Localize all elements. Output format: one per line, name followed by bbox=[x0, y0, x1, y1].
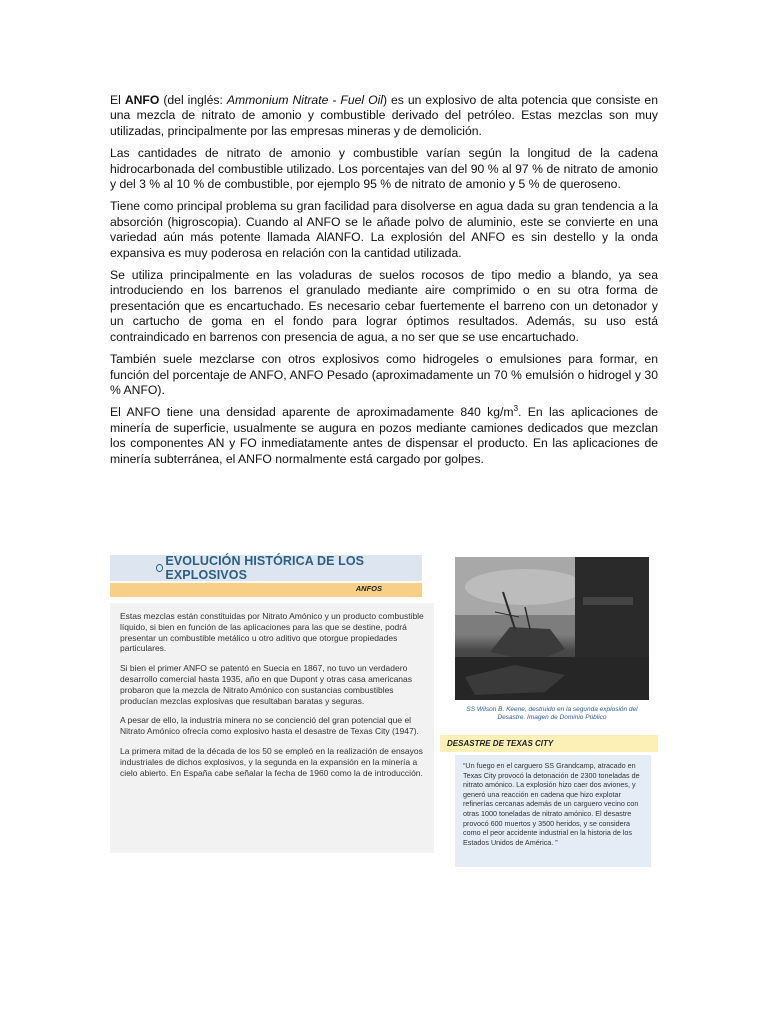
paragraph-5: También suele mezclarse con otros explosivos como hidrogeles o emulsiones para formar, en función del porcentaje de ANFO, ANFO Pesado (aproximadamente un 70 % emulsión o hidrogel y 30 % ANFO). bbox=[110, 352, 658, 397]
history-infographic bbox=[110, 555, 434, 855]
shipwreck-photo bbox=[455, 557, 649, 700]
infographic-paragraph: La primera mitad de la década de los 50 se empleó en la realización de ensayos industriales de dichos explosivos, y la segunda en la expansión en la minería a cielo abierto. En España cabe señalar la fecha de 1960 como la de introducción. bbox=[120, 745, 423, 778]
disaster-quote: “Un fuego en el carguero SS Grandcamp, atracado en Texas City provocó la detonación de 2300 toneladas de nitrato amónico. La explosión hizo caer dos aviones, y generó una reacción en cadena que hizo explotar refinerías cercanas además de un carguero vecino con otras 1000 toneladas de nitrato amónico. El desastre provocó 600 muertos y 3500 heridos, y se considera como el peor accidente industrial en la historia de los Estados Unidos de América. ” bbox=[455, 755, 651, 867]
photo-caption: SS Wilson B. Keene, destruido en la segunda explosión del Desastre. Imagen de Dominio Público bbox=[466, 706, 638, 721]
paragraph-3: Tiene como principal problema su gran facilidad para disolverse en agua dada su gran tendencia a la absorción (higroscopia). Cuando al ANFO se le añade polvo de aluminio, este se convierte en una variedad aún más potente llamada AlANFO. La explosión del ANFO es sin destello y la onda expansiva es muy poderosa en relación con la cantidad utilizada. bbox=[110, 199, 658, 260]
infographic-paragraph: A pesar de ello, la industria minera no se concienció del gran potencial que el Nitrato Amónico ofrecía como explosivo hasta el desastre de Texas City (1947). bbox=[120, 715, 419, 737]
infographic-paragraph: Si bien el primer ANFO se patentó en Suecia en 1867, no tuvo un verdadero desarrollo comercial hasta 1935, año en que Dupont y otras casa americanas probaron que la mezcla de Nitrato Amónico con sustancias combustibles producían mezclas explosivas que resultaban baratas y seguras. bbox=[120, 663, 413, 706]
shipwreck-illustration bbox=[455, 557, 649, 700]
anfo-term: ANFO bbox=[124, 93, 160, 107]
dock-beam bbox=[583, 597, 633, 605]
infographic-body bbox=[110, 603, 434, 853]
paragraph-1: El ANFO (del inglés: Ammonium Nitrate - Fuel Oil) es un explosivo de alta potencia que consiste en una mezcla de nitrato de amonio y combustible derivado del petróleo. Estas mezclas son muy utilizadas, principalmente por las empresas mineras y de demolición. bbox=[110, 93, 658, 138]
english-term: Ammonium Nitrate - Fuel Oil bbox=[226, 93, 383, 107]
anfos-section-bar: ANFOS bbox=[110, 583, 422, 597]
cloud bbox=[465, 569, 585, 605]
texas-city-section-bar: DESASTRE DE TEXAS CITY bbox=[440, 735, 658, 752]
article-body bbox=[110, 93, 658, 474]
infographic-title: EVOLUCIÓN HISTÓRICA DE LOS EXPLOSIVOS bbox=[110, 555, 422, 581]
infographic-paragraph: Estas mezclas están constituidas por Nitrato Amónico y un producto combustible líquido, si bien en función de las aplicaciones para las que se destine, podrá presentar un combustible metálico u otro aditivo que otorgue propiedades particulares. bbox=[120, 611, 424, 654]
paragraph-4: Se utiliza principalmente en las voladuras de suelos rocosos de tipo medio a blando, ya sea introduciendo en los barrenos el granulado mediante aire comprimido o en su otra forma de presentación que es encartuchado. Es necesario cebar fuertemente el barreno con un detonador y un cartucho de goma en el fondo para lograr óptimos resultados. Además, su uso está contraindicado en barrenos con presencia de agua, a no ser que se use encartuchado. bbox=[110, 268, 658, 344]
emblem-icon bbox=[156, 564, 163, 572]
paragraph-6: El ANFO tiene una densidad aparente de aproximadamente 840 $kg/m^3$. En las aplicaciones de minería de superficie, usualmente se augura en pozos mediante camiones dedicados que mezclan los componentes AN y FO inmediatamente antes de dispensar el producto. En las aplicaciones de minería subterránea, el ANFO normalmente está cargado por golpes. bbox=[110, 404, 658, 466]
paragraph-2: Las cantidades de nitrato de amonio y combustible varían según la longitud de la cadena hidrocarbonada del combustible utilizado. Los porcentajes van del 90 % al 97 % de nitrato de amonio y del 3 % al 10 % de combustible, por ejemplo 95 % de nitrato de amonio y 5 % de queroseno. bbox=[110, 146, 658, 192]
